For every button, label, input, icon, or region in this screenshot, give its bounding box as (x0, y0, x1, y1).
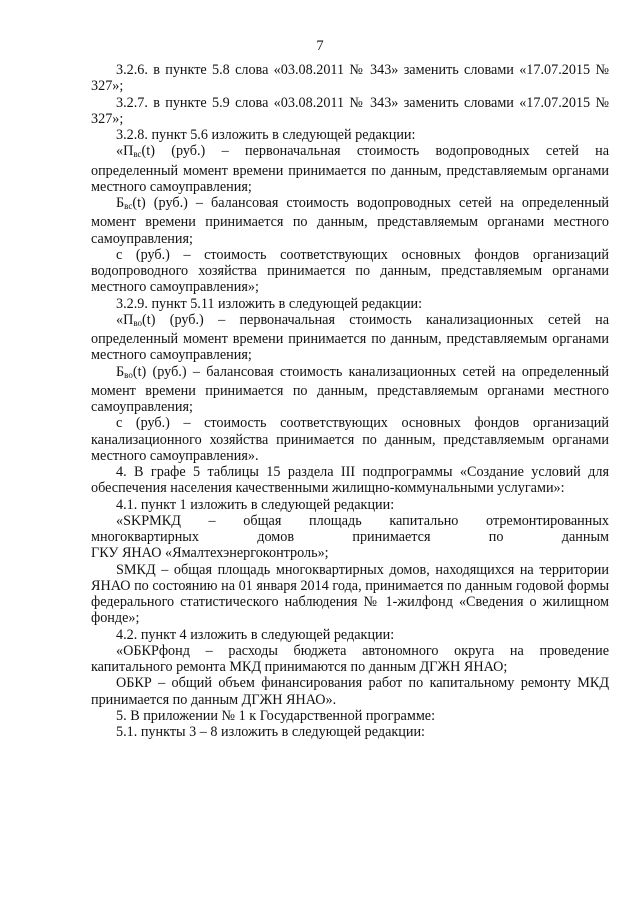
symbol-text: «П (116, 311, 134, 328)
definition-bvs (91, 195, 609, 247)
definition-line: многоквартирных домов принимается по данным (91, 529, 609, 545)
definition-line: ГКУ ЯНАО «Ямалтехэнергоконтроль»; (91, 545, 329, 562)
symbol-text: Б (116, 195, 125, 211)
symbol-text: Б (116, 363, 125, 380)
paragraph-4: 4. В графе 5 таблицы 15 раздела III подпрограммы «Создание условий для обеспечения населения качественными жилищно-коммунальными услугами»: (91, 464, 609, 497)
definition-skpmkd (91, 513, 609, 562)
definition-text: (t) (руб.) – первоначальная стоимость канализационных сетей на определенный момент времени принимается по данным, представляемым органами местного самоуправления; (91, 311, 609, 364)
paragraph-3-2-7: 3.2.7. в пункте 5.9 слова «03.08.2011 № 343» заменить словами «17.07.2015 № 327»; (91, 94, 609, 127)
paragraph-3-2-9: 3.2.9. пункт 5.11 изложить в следующей редакции: (116, 295, 423, 312)
symbol-subscript: вс (124, 201, 133, 211)
symbol-subscript: во (133, 317, 143, 328)
definition-obkr: ОБКР – общий объем финансирования работ по капитальному ремонту МКД принимается по данным ДГЖН ЯНАО». (91, 675, 609, 708)
document-body (91, 62, 609, 740)
paragraph-5: 5. В приложении № 1 к Государственной программе: (116, 707, 436, 724)
definition-pvs (91, 143, 609, 195)
definition-c-sewer: с (руб.) – стоимость соответствующих основных фондов организаций канализационного хозяйства принимается по данным, представляемым органами местного самоуправления». (91, 415, 609, 464)
definition-smkd: SМКД – общая площадь многоквартирных домов, находящихся на территории ЯНАО по состоянию на 01 января 2014 года, принимается по данным годовой формы федерального статистического наблюдения № 1-жилфонд «Сведения о жилищном фонде»; (91, 561, 609, 627)
paragraph-4-2: 4.2. пункт 4 изложить в следующей редакции: (116, 626, 395, 643)
page-number: 7 (316, 38, 324, 54)
symbol-subscript: во (124, 369, 133, 380)
symbol-subscript: вс (133, 149, 142, 160)
definition-text: (t) (руб.) – первоначальная стоимость водопроводных сетей на определенный момент времени принимается по данным, представляемым органами местного самоуправления; (91, 143, 609, 195)
definition-obkrfond: «ОБКРфонд – расходы бюджета автономного округа на проведение капитального ремонта МКД принимаются по данным ДГЖН ЯНАО; (91, 642, 609, 675)
definition-c-water: с (руб.) – стоимость соответствующих основных фондов организаций водопроводного хозяйства принимается по данным, представляемым органами местного самоуправления»; (91, 246, 609, 296)
paragraph-5-1: 5.1. пункты 3 – 8 изложить в следующей редакции: (116, 724, 425, 740)
definition-line: «SKPМКД – общая площадь капитально отремонтированных (116, 512, 609, 529)
definition-pvo (91, 312, 609, 364)
definition-text: (t) (руб.) – балансовая стоимость канализационных сетей на определенный момент времени принимается по данным, представляемым органами местного самоуправления; (91, 363, 609, 415)
paragraph-3-2-8: 3.2.8. пункт 5.6 изложить в следующей редакции: (116, 127, 416, 143)
symbol-text: «П (116, 143, 134, 160)
paragraph-3-2-6: 3.2.6. в пункте 5.8 слова «03.08.2011 № 343» заменить словами «17.07.2015 № 327»; (91, 62, 609, 95)
definition-text: (t) (руб.) – балансовая стоимость водопроводных сетей на определенный момент времени принимается по данным, представляемым органами местного самоуправления; (91, 195, 609, 247)
definition-bvo (91, 364, 609, 416)
paragraph-4-1: 4.1. пункт 1 изложить в следующей редакции: (116, 496, 395, 513)
